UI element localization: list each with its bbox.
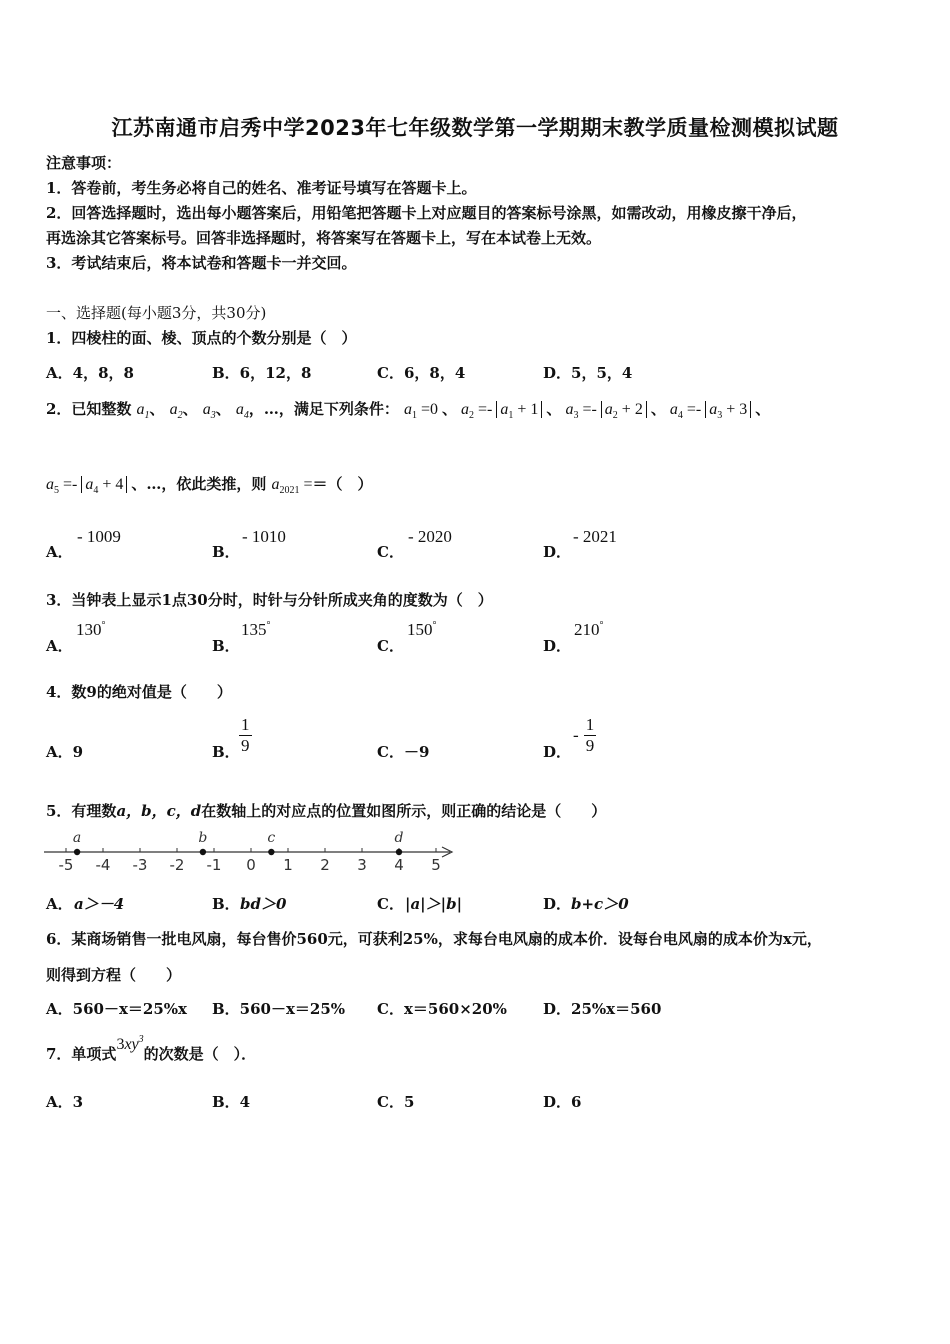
q1-option-a: A．4，8，8 [46, 364, 134, 382]
axis-tick-label: 4 [394, 856, 404, 874]
axis-tick-label: -1 [206, 856, 222, 874]
q2-stem-a: 2．已知整数 [46, 400, 132, 418]
q3-option-c-value: 150° [407, 620, 437, 639]
axis-tick-label: -3 [132, 856, 148, 874]
q5-option-d-label: D． [543, 895, 572, 913]
q4-option-b-fraction: $\frac{1}{9}$ [241, 715, 250, 755]
q4-option-b-label: B． [212, 743, 240, 761]
question-1-stem: 1．四棱柱的面、棱、顶点的个数分别是（ ） [46, 329, 357, 347]
axis-tick-label: 3 [357, 856, 367, 874]
question-6-stem-cont: 则得到方程（ ） [46, 966, 182, 984]
q4-option-d-label: D． [543, 743, 572, 761]
note-line: 2．回答选择题时，选出每小题答案后，用铅笔把答题卡上对应题目的答案标号涂黑，如需改动，用橡皮擦干净后， [46, 204, 807, 222]
q5-option-a-value: a＞－4 [74, 895, 125, 913]
q2-formula-conditions: $a_1 =0$ 、 $a_2 =- a_1 + 1$ 、 $a_3 =- a_2 + 2$ 、 $a_4 =- a_3 + 3$ 、 [403, 401, 771, 421]
axis-tick-label: -5 [58, 856, 74, 874]
question-7-stem: 7．单项式$3xy^3$的次数是（ ）． [46, 1034, 257, 1063]
q2-formula-seq: $a_1$ [136, 401, 150, 421]
q2-formula-a2021: $a_{2021}$ = [271, 476, 313, 496]
point-a [74, 849, 80, 855]
q5-option-c-value: |a|＞|b| [405, 895, 463, 913]
note-line: 3．考试结束后，将本试卷和答题卡一并交回。 [46, 254, 357, 272]
q4-option-c: C．－9 [377, 743, 430, 761]
q6-option-c: C．x＝560×20% [377, 1000, 507, 1018]
point-label-c: c [267, 830, 276, 846]
question-6-stem: 6．某商场销售一批电风扇，每台售价560元，可获利25%，求每台电风扇的成本价．设每台电风扇的成本价为x元， [46, 930, 822, 948]
question-3-stem: 3．当钟表上显示1点30分时，时针与分针所成夹角的度数为（ ） [46, 591, 493, 609]
q3-option-b-value: 135° [241, 620, 271, 639]
question-2-stem: 2．已知整数 $a_1$、 $a_2$、 $a_3$、 $a_4$，…，满足下列条件： $a_1 =0$ 、 $a_2 =- a_1 + 1$ 、 $a_3 =- a_2 + 2$ 、 $a_4 =- a_3 + 3$ 、 [46, 400, 771, 421]
q3-option-d-value: 210° [574, 620, 604, 639]
axis-tick-label: 0 [246, 856, 256, 874]
axis-tick-label: 1 [283, 856, 293, 874]
q7-option-a: A．3 [46, 1093, 84, 1111]
q3-option-c-label: C． [377, 637, 404, 655]
note-line: 1．答卷前，考生务必将自己的姓名、准考证号填写在答题卡上。 [46, 179, 477, 197]
q2-option-b-value: - 1010 [242, 527, 286, 546]
q3-option-d-label: D． [543, 637, 572, 655]
q7-option-b: B．4 [212, 1093, 251, 1111]
q5-option-b-label: B． [212, 895, 240, 913]
question-2-stem-cont: $a_5 =- a_4 + 4$ 、…，依此类推，则 $a_{2021}$ =＝（ ） [46, 475, 373, 496]
q3-option-b-label: B． [212, 637, 240, 655]
point-d [396, 849, 402, 855]
q2-option-a-label: A． [46, 543, 73, 561]
q2-option-c-value: - 2020 [408, 527, 452, 546]
q6-option-d: D．25%x＝560 [543, 1000, 662, 1018]
q7-option-d: D．6 [543, 1093, 582, 1111]
q6-option-a: A．560－x＝25%x [46, 1000, 187, 1018]
page-title: 江苏南通市启秀中学2023年七年级数学第一学期期末教学质量检测模拟试题 [111, 116, 839, 140]
point-label-d: d [394, 830, 404, 846]
q4-option-d-fraction: - $\frac{1}{9}$ [573, 715, 595, 755]
q2-option-a-value: - 1009 [77, 527, 121, 546]
q2-option-b-label: B． [212, 543, 240, 561]
point-label-a: a [72, 830, 82, 846]
q3-option-a-value: 130° [76, 620, 106, 639]
q7-formula: $3xy^3$ [116, 1034, 144, 1053]
q7-option-c: C．5 [377, 1093, 415, 1111]
question-4-stem: 4．数9的绝对值是（ ） [46, 683, 232, 701]
q1-option-d: D．5，5，4 [543, 364, 633, 382]
section-heading: 一、选择题(每小题3分，共30分) [46, 304, 267, 322]
q5-option-a-label: A． [46, 895, 73, 913]
note-line: 再选涂其它答案标号。回答非选择题时，将答案写在答题卡上，写在本试卷上无效。 [46, 229, 602, 247]
q2-option-d-value: - 2021 [573, 527, 617, 546]
q6-option-b: B．560－x＝25% [212, 1000, 346, 1018]
notes-heading: 注意事项： [46, 154, 122, 172]
q1-option-b: B．6，12，8 [212, 364, 312, 382]
q1-option-c: C．6，8，4 [377, 364, 466, 382]
number-line-figure [40, 822, 470, 878]
q3-option-a-label: A． [46, 637, 73, 655]
q5-option-b-value: bd＞0 [240, 895, 287, 913]
axis-tick-label: -4 [95, 856, 111, 874]
q5-option-d-value: b+c＞0 [571, 895, 629, 913]
q5-option-c-label: C． [377, 895, 404, 913]
axis-tick-label: -2 [169, 856, 185, 874]
q4-option-a: A．9 [46, 743, 84, 761]
question-5-stem: 5．有理数a，b，c，d在数轴上的对应点的位置如图所示，则正确的结论是（ ） [46, 802, 607, 820]
axis-tick-label: 5 [431, 856, 441, 874]
q2-option-c-label: C． [377, 543, 404, 561]
axis-tick-label: 2 [320, 856, 330, 874]
q2-option-d-label: D． [543, 543, 572, 561]
point-b [200, 849, 206, 855]
q2-formula-a5: $a_5 =- a_4 + 4$ [46, 476, 131, 493]
point-label-b: b [198, 830, 208, 846]
point-c [268, 849, 274, 855]
